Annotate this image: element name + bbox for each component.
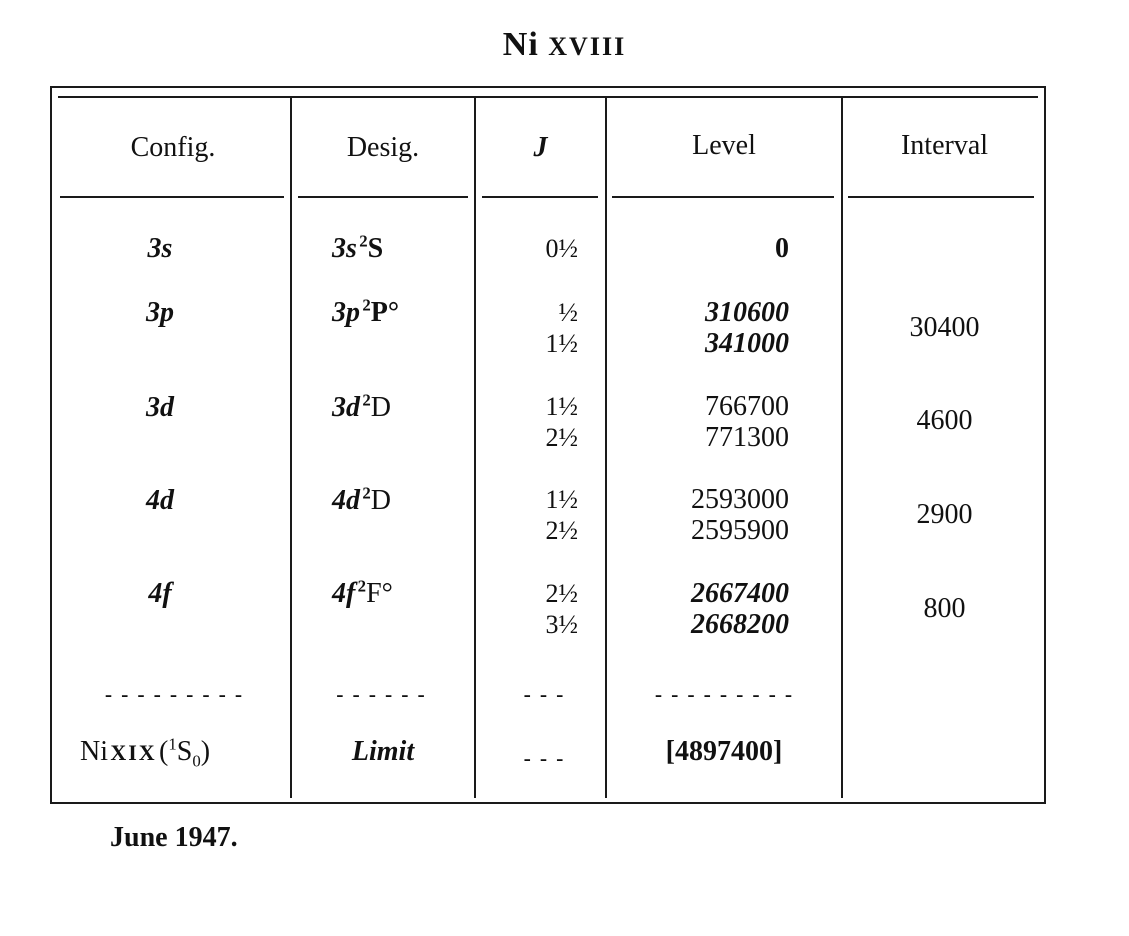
row-4f-desig: 4f $^2$F° bbox=[332, 576, 393, 609]
row-3d-level-2: 771300 bbox=[705, 422, 789, 453]
separator-desig: ------ bbox=[333, 683, 431, 708]
row-4d-j-1: 1½ bbox=[545, 485, 578, 514]
row-3d-j-1: 1½ bbox=[545, 392, 578, 421]
row-3p-config: 3p bbox=[146, 297, 174, 328]
col-divider-1 bbox=[290, 98, 292, 798]
row-3s-desig: 3s $^2$S bbox=[332, 231, 384, 264]
row-3d-level-1: 766700 bbox=[705, 391, 789, 422]
row-3p-level-1: 310600 bbox=[705, 297, 789, 328]
title-element: Ni bbox=[502, 26, 539, 63]
row-4f-j-2: 3½ bbox=[545, 610, 578, 639]
row-3p-desig: 3p $^2$P° bbox=[332, 295, 400, 328]
header-level: Level bbox=[692, 130, 756, 161]
footer-date: June 1947. bbox=[110, 822, 238, 853]
row-3s-config: 3s bbox=[147, 233, 173, 264]
row-4f-interval: 800 bbox=[923, 593, 966, 624]
header-rule-desig bbox=[298, 196, 468, 198]
row-4d-j-2: 2½ bbox=[545, 516, 578, 545]
limit-config: Ni XIX $(^1S_0)$ bbox=[80, 734, 211, 771]
header-rule-level bbox=[612, 196, 834, 198]
row-4f-level-2: 2668200 bbox=[691, 609, 789, 640]
row-3p-interval: 30400 bbox=[909, 312, 980, 343]
row-3d-config: 3d bbox=[146, 392, 174, 423]
header-config: Config. bbox=[130, 132, 216, 163]
separator-j: --- bbox=[520, 683, 570, 708]
header-rule-interval bbox=[848, 196, 1034, 198]
separator-level: --------- bbox=[651, 683, 799, 708]
page-title bbox=[0, 26, 1129, 64]
header-desig: Desig. bbox=[346, 132, 420, 163]
title-ion: XVIII bbox=[548, 32, 627, 61]
row-3d-j-2: 2½ bbox=[545, 423, 578, 452]
header-rule-config bbox=[60, 196, 284, 198]
row-3d-interval: 4600 bbox=[916, 405, 973, 436]
row-4d-interval: 2900 bbox=[916, 499, 973, 530]
row-3d-desig: 3d $^2$D bbox=[332, 390, 391, 423]
row-3p-level-2: 341000 bbox=[705, 328, 789, 359]
row-4f-j-1: 2½ bbox=[545, 579, 578, 608]
row-4f-level-1: 2667400 bbox=[691, 578, 789, 609]
limit-desig: Limit bbox=[351, 736, 415, 767]
limit-j: --- bbox=[520, 747, 570, 772]
header-j: J bbox=[533, 132, 548, 163]
row-4d-level-2: 2595900 bbox=[691, 515, 789, 546]
header-rule-j bbox=[482, 196, 598, 198]
top-rule bbox=[58, 96, 1038, 98]
col-divider-4 bbox=[841, 98, 843, 798]
row-3s-j: 0½ bbox=[545, 234, 578, 263]
row-4d-level-1: 2593000 bbox=[691, 484, 789, 515]
row-3s-level: 0 bbox=[775, 233, 789, 264]
header-interval: Interval bbox=[900, 130, 989, 161]
limit-level: [4897400] bbox=[665, 736, 783, 767]
row-4f-config: 4f bbox=[148, 578, 172, 609]
separator-config: --------- bbox=[101, 683, 249, 708]
row-4d-desig: 4d $^2$D bbox=[332, 483, 391, 516]
row-3p-j-2: 1½ bbox=[545, 329, 578, 358]
row-4d-config: 4d bbox=[146, 485, 174, 516]
row-3p-j-1: ½ bbox=[558, 298, 578, 327]
